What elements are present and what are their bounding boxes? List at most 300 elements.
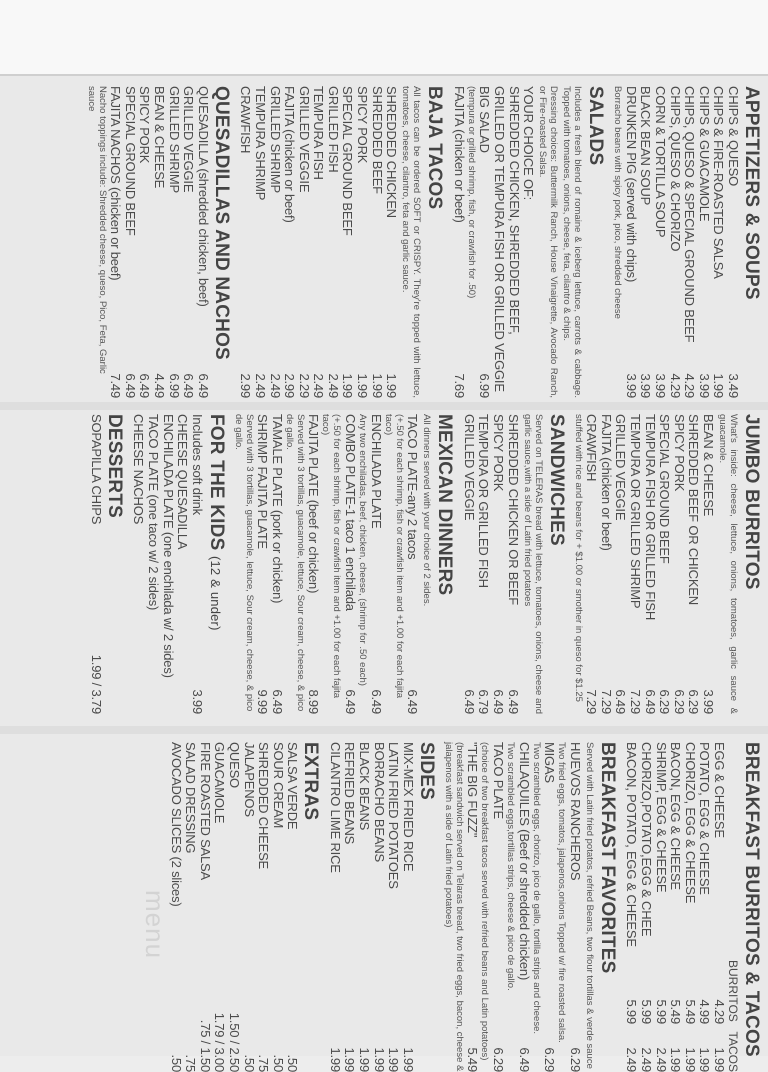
menu-item	[267, 86, 282, 398]
menu-item	[461, 414, 476, 714]
menu-item	[270, 742, 285, 1072]
item-price: 6.29	[686, 689, 702, 714]
menu-item	[325, 86, 340, 398]
menu-item	[342, 742, 357, 1072]
item-name: SHREDDED CHICKEN, SHREDDED BEEF,	[506, 86, 522, 335]
item-price	[506, 392, 521, 398]
menu-item	[700, 414, 715, 714]
item-note: Nacho toppings include: Shredded cheese, queso, Pico, Feta, Garlic sauce	[85, 86, 108, 374]
item-name: GRILLED SHRIMP	[166, 86, 182, 194]
item-name: CHORIZO,POTATO,EGG & CHEE	[639, 742, 655, 937]
menu-item	[175, 414, 190, 714]
item-name: CRAWFISH	[584, 414, 600, 482]
menu-item	[711, 742, 726, 1072]
section-title	[596, 742, 618, 1072]
menu-item	[491, 86, 506, 398]
taco-price: 2.49	[639, 1047, 655, 1072]
price-column-header: BURRITOS	[726, 960, 740, 1022]
menu-item	[477, 86, 492, 398]
burrito-price: 5.49	[682, 999, 698, 1024]
item-price: 1.99	[400, 1047, 416, 1072]
item-name: CHILAQUILES (Beef or shredded chicken)	[516, 742, 532, 981]
item-price: 7.29	[598, 689, 614, 714]
item-price: 3.99	[189, 689, 205, 714]
menu-item	[282, 86, 297, 398]
item-price: 6.99	[166, 373, 182, 398]
item-price: 6.49	[491, 689, 507, 714]
taco-price: 2.49	[653, 1047, 669, 1072]
item-name: YOUR CHOICE OF:	[521, 86, 537, 201]
item-name: CHEESE NACHOS	[131, 414, 147, 525]
price-column-header: TACOS	[726, 1031, 740, 1072]
item-name: BACON, POTATO, EGG & CHEESE	[624, 742, 640, 947]
item-name: SPECIAL GROUND BEEF	[122, 86, 138, 236]
item-name: SHREDDED CHICKEN OR BEEF	[505, 414, 521, 605]
item-name: POTATO, EGG & CHEESE	[697, 742, 713, 895]
menu-item	[465, 742, 480, 1072]
item-note: (+.50 for each shrimp, fish or crawfish item and +1.00 for each fajita taco)	[382, 414, 405, 699]
item-price: .75	[183, 1054, 199, 1072]
menu-section-baja-tacos	[238, 86, 446, 398]
section-title	[415, 742, 437, 1072]
item-name: FAJITA NACHOS (chicken or beef)	[108, 86, 124, 281]
menu-section-jumbo-burritos	[573, 414, 762, 714]
menu-item	[686, 414, 701, 714]
menu-section-for-the-kids	[131, 414, 227, 714]
item-price: 1.99	[371, 1047, 387, 1072]
menu-item	[212, 742, 227, 1072]
item-price	[682, 970, 697, 1072]
menu-item	[627, 414, 642, 714]
menu-item	[384, 86, 399, 398]
item-name: TEMPURA FISH OR GRILLED FISH	[642, 414, 658, 621]
section-title-text: FOR THE KIDS	[205, 414, 227, 551]
menu-item	[151, 86, 166, 398]
section-title	[584, 86, 606, 398]
taco-price: 1.99	[682, 1047, 698, 1072]
menu-section-breakfast-burritos-tacos	[624, 742, 762, 1072]
menu-section-sides	[327, 742, 437, 1072]
item-price: 3.99	[653, 373, 669, 398]
menu-item	[490, 414, 505, 714]
item-name: TACO PLATE	[491, 742, 507, 819]
item-price: 1.99	[369, 373, 385, 398]
menu-item	[166, 86, 181, 398]
menu-panel-middle	[82, 414, 762, 714]
item-price: 2.49	[267, 373, 283, 398]
menu-section-quesadillas-and-nachos	[86, 86, 232, 398]
item-name: BIG SALAD	[477, 86, 493, 153]
menu-item	[269, 414, 284, 714]
item-name: SHREDDED CHICKEN	[384, 86, 400, 218]
menu-item	[137, 86, 152, 398]
item-price	[697, 970, 712, 1072]
item-price	[624, 970, 639, 1072]
item-price: 3.99	[701, 689, 716, 714]
menu-item	[682, 742, 697, 1072]
item-name: SPICY PORK	[355, 86, 371, 164]
item-price: 7.29	[628, 689, 644, 714]
item-price: 1.50 / 2.50	[226, 1012, 242, 1072]
item-name: CHEESE QUESADILLA	[175, 414, 191, 550]
burrito-price: 4.99	[697, 999, 713, 1024]
menu-item	[657, 414, 672, 714]
item-name: AVOCADO SLICES (2 slices)	[168, 742, 184, 907]
item-price: 6.49	[405, 689, 421, 714]
item-price: 6.49	[613, 689, 629, 714]
section-title	[433, 414, 455, 714]
item-name: SHRIMP FAJITA PLATE	[255, 414, 271, 549]
item-name: SPICY PORK	[671, 414, 687, 492]
menu-item	[521, 86, 536, 398]
burrito-price: 5.99	[653, 999, 669, 1024]
section-title-text: BAJA TACOS	[424, 86, 446, 210]
menu-item	[327, 742, 342, 1072]
item-name: FAJITA PLATE (beef or chicken)	[306, 414, 322, 594]
item-price: 6.49	[368, 689, 384, 714]
item-price	[131, 708, 146, 714]
section-title-text: SIDES	[415, 742, 437, 801]
item-name: BLACK BEAN SOUP	[638, 86, 654, 206]
item-name: SHRIMP, EGG & CHEESE	[653, 742, 669, 893]
section-title-text: DESSERTS	[103, 414, 125, 519]
item-name: SHREDDED BEEF	[369, 86, 385, 194]
item-price: 1.99	[386, 1047, 402, 1072]
item-name: FAJITA (chicken or beef)	[598, 414, 614, 551]
item-note: (choice of two breakfast tacos served with refried beans and Latin potatoes)	[479, 742, 491, 1061]
burrito-price: 5.49	[668, 999, 684, 1024]
item-name: QUESO	[226, 742, 242, 788]
section-title-text: EXTRAS	[300, 742, 322, 821]
item-price: 2.99	[282, 373, 298, 398]
scan-margin	[0, 0, 768, 76]
section-title-text: SANDWICHES	[545, 414, 567, 546]
section-description: Served with Latin fried potatos, refried Beans, two flour tortillas & verde sauce	[583, 742, 595, 1069]
item-price	[491, 392, 506, 398]
burrito-price: 5.99	[639, 999, 655, 1024]
item-name: TACO PLATE (one taco w/ 2 sides)	[145, 414, 161, 611]
item-price: 7.69	[451, 373, 467, 398]
menu-item	[682, 86, 697, 398]
menu-section-mexican-dinners	[233, 414, 456, 714]
item-price: 1.79 / 3.00	[212, 1012, 228, 1072]
menu-section-appetizers-soups	[612, 86, 762, 398]
menu-item	[255, 414, 270, 714]
item-name: BEAN & CHEESE	[151, 86, 167, 189]
panel-fold	[0, 726, 768, 734]
item-name: CHIPS & GUACAMOLE	[696, 86, 712, 222]
item-note: Served with 3 tortillas, guacamole, lettuce, Sour cream, cheese, & pico de gallo.	[283, 414, 306, 712]
item-name: REFRIED BEANS	[342, 742, 358, 845]
item-name: SHREDDED BEEF OR CHICKEN	[686, 414, 702, 605]
menu-item	[624, 742, 639, 1072]
menu-item	[189, 414, 204, 714]
menu-item	[371, 742, 386, 1072]
item-name: BLACK BEANS	[357, 742, 373, 831]
item-price: 6.49	[461, 689, 477, 714]
section-title	[740, 414, 762, 714]
item-price	[653, 970, 668, 1072]
section-title-text: QUESADILLAS AND NACHOS	[210, 86, 232, 360]
menu-item	[241, 742, 256, 1072]
menu-item	[638, 86, 653, 398]
item-note: stuffed with rice and beans for + $1.00 or smother in queso for $1.25	[572, 414, 584, 702]
item-name: SALAD DRESSING	[183, 742, 199, 854]
item-name: CHORIZO, EGG & CHEESE	[682, 742, 698, 904]
item-price: 6.49	[269, 689, 285, 714]
item-price: 6.99	[477, 373, 493, 398]
item-price: 4.29	[667, 373, 683, 398]
item-name: FAJITA (chicken or beef)	[282, 86, 298, 223]
menu-item	[516, 742, 531, 1072]
item-price: 6.29	[542, 1047, 558, 1072]
item-name: GRILLED OR TEMPURA FISH OR GRILLED VEGGIE	[492, 86, 508, 392]
item-note: Two scrambled eggs,tortillas strips, cheese & pico de gallo.	[505, 742, 517, 991]
item-name: SOUR CREAM	[270, 742, 286, 829]
section-title-text: APPETIZERS & SOUPS	[741, 86, 762, 300]
item-price	[668, 970, 683, 1072]
item-price: 2.49	[252, 373, 268, 398]
item-name: BEAN & CHEESE	[701, 414, 716, 517]
section-title	[545, 414, 567, 714]
item-name: ENCHILADA PLATE (one enchilada w/ 2 sides)	[160, 414, 176, 678]
menu-item	[285, 742, 300, 1072]
item-name: TEMPURA SHRIMP	[252, 86, 268, 201]
item-price: 3.99	[696, 373, 712, 398]
item-name: SOPAPILLA CHIPS	[88, 414, 104, 525]
section-title	[204, 414, 227, 714]
section-title-text: BREAKFAST FAVORITES	[596, 742, 618, 974]
section-title	[103, 414, 125, 714]
item-note: Served with 3 tortillas, guacamole, lettuce, Sour cream, cheese, & pico de gallo.	[232, 414, 255, 712]
item-price: 6.49	[181, 373, 197, 398]
menu-item	[505, 414, 520, 714]
menu-item	[653, 742, 668, 1072]
menu-item	[386, 742, 401, 1072]
item-price: 3.99	[623, 373, 639, 398]
item-price: 4.29	[682, 373, 698, 398]
item-note: (tempura or grilled shrimp, fish, or crawfish for .50)	[465, 86, 477, 299]
item-name: SPECIAL GROUND BEEF	[657, 414, 673, 564]
item-name: BACON, EGG & CHEESE	[668, 742, 684, 890]
item-price: .50	[285, 1054, 301, 1072]
menu-item	[638, 742, 653, 1072]
item-name: BORRACHO BEANS	[371, 742, 387, 863]
item-name: TAMALE PLATE (pork or chicken)	[269, 414, 285, 604]
item-price: .50	[168, 1054, 184, 1072]
section-title	[210, 86, 232, 398]
item-name: JALAPENOS	[241, 742, 257, 817]
item-name: GRILLED VEGGIE	[181, 86, 197, 193]
menu-item	[697, 742, 712, 1072]
section-title-text: JUMBO BURRITOS	[741, 414, 762, 590]
section-description: Served on TELERAS bread with lettuce, tomatoes, onions, cheese and garlic sauce,with a side of Latin fried potatoes	[521, 414, 544, 714]
menu-item	[368, 414, 383, 714]
item-price: 2.99	[238, 373, 254, 398]
item-name: CILANTRO LIME RICE	[327, 742, 343, 873]
item-name: FIRE ROASTED SALSA	[197, 742, 213, 880]
item-name: MIX-MEX FRIED RICE	[400, 742, 416, 872]
taco-price: 2.49	[624, 1047, 640, 1072]
item-price: 6.29	[657, 689, 673, 714]
item-name: GRILLED VEGGIE	[613, 414, 629, 521]
item-price: 6.49	[505, 689, 521, 714]
item-price: 1.99	[711, 373, 727, 398]
price-column-headers	[726, 742, 740, 1072]
section-description: What's inside: cheese, lettuce, onions, tomatoes, garlic sauce & guacamole.	[717, 414, 739, 714]
item-price: 1.99	[342, 1047, 358, 1072]
menu-item	[490, 742, 505, 1072]
item-price: 6.49	[122, 373, 138, 398]
item-price: 5.49	[465, 1047, 481, 1072]
item-name: "THE BIG FUZZ"	[465, 742, 481, 838]
item-price	[521, 392, 536, 398]
item-price: .50	[241, 1054, 257, 1072]
section-description: Dressing choices: Buttermilk Ranch, House Vinaigrette, Avocado Ranch, or Fire-roasted Salsa.	[537, 86, 560, 398]
menu-item	[598, 414, 613, 714]
item-name: GRILLED VEGGIE	[461, 414, 477, 521]
menu-item	[183, 742, 198, 1072]
burrito-price: 4.29	[712, 999, 727, 1024]
item-name: DRUNKEN PIG (served with chips)	[623, 86, 639, 283]
menu-item	[131, 414, 146, 714]
taco-price: 1.99	[712, 1047, 727, 1072]
item-price	[638, 970, 653, 1072]
menu-item	[256, 742, 271, 1072]
item-note: Two fried eggs, tomatos, jalapenos,onions Topped w/ fire roasted salsa.	[556, 742, 568, 1043]
item-name: SPICY PORK	[137, 86, 153, 164]
item-name: CHIPS, QUESO & SPECIAL GROUND BEEF	[682, 86, 698, 343]
menu-item	[567, 742, 582, 1072]
item-price	[175, 708, 190, 714]
menu-item	[400, 742, 415, 1072]
item-name: GRILLED VEGGIE	[296, 86, 312, 193]
menu-section-extras	[168, 742, 321, 1072]
menu-panel-left	[80, 86, 762, 398]
menu-item	[405, 414, 420, 714]
item-price: 1.99	[327, 1047, 343, 1072]
menu-item	[122, 86, 137, 398]
item-name: GUACAMOLE	[212, 742, 228, 824]
item-note: Any two enchiladas, beef, chicken, cheese, (shrimp for .50 each)	[357, 414, 369, 686]
item-name: CRAWFISH	[238, 86, 254, 154]
menu-item	[108, 86, 123, 398]
section-title-text: BREAKFAST BURRITOS & TACOS	[741, 742, 762, 1057]
menu-item	[340, 86, 355, 398]
section-title	[423, 86, 445, 398]
item-note: Borracho beans with spicy pork, pico, shredded cheese	[612, 86, 624, 319]
item-price	[160, 708, 175, 714]
watermark: menu	[140, 890, 170, 960]
item-name: ENCHILADA PLATE	[368, 414, 384, 529]
item-price: 4.49	[151, 373, 167, 398]
section-title	[299, 742, 321, 1072]
item-name: CHIPS, QUESO & CHORIZO	[667, 86, 683, 252]
item-price: 7.29	[584, 689, 600, 714]
menu-item	[584, 414, 599, 714]
item-price: 6.49	[343, 689, 359, 714]
item-name: TEMPURA FISH	[311, 86, 327, 180]
menu-item	[542, 742, 557, 1072]
menu-item	[671, 414, 686, 714]
item-price: 8.99	[306, 689, 322, 714]
menu-section-desserts	[88, 414, 125, 714]
item-name: SPECIAL GROUND BEEF	[340, 86, 356, 236]
menu-item	[168, 742, 183, 1072]
item-name: SHREDDED CHEESE	[256, 742, 272, 870]
menu-item	[696, 86, 711, 398]
burrito-price: 5.99	[624, 999, 640, 1024]
item-name: FAJITA (chicken or beef)	[451, 86, 467, 223]
item-note: (+.50 for each shrimp, fish or crawfish item and +1.00 for each fajita taco)	[320, 414, 343, 699]
item-price: .75 / 1.50	[197, 1019, 213, 1072]
item-name: SPICY PORK	[491, 414, 507, 492]
item-price: 1.99	[340, 373, 356, 398]
item-name: HUEVOS RANCHEROS	[567, 742, 583, 881]
item-price: .75	[256, 1054, 272, 1072]
menu-item	[252, 86, 267, 398]
menu-item	[226, 742, 241, 1072]
item-price: 2.49	[325, 373, 341, 398]
item-price: 1.99	[357, 1047, 373, 1072]
item-name: TEMPURA OR GRILLED SHRIMP	[628, 414, 644, 609]
menu-section-sandwiches	[461, 414, 566, 714]
menu-item	[668, 742, 683, 1072]
menu-item	[181, 86, 196, 398]
menu-item	[145, 414, 160, 714]
section-description: All tacos can be ordered SOFT or CRISPY. They're topped with lettuce, tomatoes, cheese, cilantro, feta and garlic sauce.	[400, 86, 423, 398]
menu-item	[506, 86, 521, 398]
taco-price: 1.99	[668, 1047, 684, 1072]
menu-item	[642, 414, 657, 714]
menu-item	[613, 414, 628, 714]
menu-item	[725, 86, 740, 398]
item-price: 6.49	[137, 373, 153, 398]
item-name: MIGAS	[542, 742, 558, 783]
menu-item	[311, 86, 326, 398]
item-name: TEMPURA OR GRILLED FISH	[476, 414, 492, 588]
menu-section-salads	[451, 86, 606, 398]
section-subtitle: (12 & under)	[207, 555, 223, 631]
item-price: 1.99 / 3.79	[88, 654, 104, 714]
item-price: 2.49	[311, 373, 327, 398]
menu-item	[476, 414, 491, 714]
item-name: TACO PLATE-any 2 tacos	[405, 414, 421, 560]
menu-panel-right	[162, 742, 762, 1072]
menu-item	[667, 86, 682, 398]
taco-price: 1.99	[697, 1047, 713, 1072]
item-name: QUESADILLA (shredded chicken, beef)	[195, 86, 211, 307]
menu-item	[306, 414, 321, 714]
menu-item	[357, 742, 372, 1072]
item-price	[711, 970, 726, 1072]
item-price	[145, 708, 160, 714]
item-price: 6.49	[642, 689, 658, 714]
item-note: (breakfast sandwich served on Telaras bread, two fried eggs, bacon, cheese & jalapenos with a side of Latin fried potatoes)	[442, 742, 465, 1072]
item-name: GRILLED SHRIMP	[267, 86, 283, 194]
item-price: 1.99	[384, 373, 400, 398]
menu-item	[238, 86, 253, 398]
item-price: 6.49	[195, 373, 211, 398]
menu-section-breakfast-favorites	[443, 742, 618, 1072]
panel-fold	[0, 402, 768, 410]
menu-item	[197, 742, 212, 1072]
section-title-text: SALADS	[585, 86, 607, 166]
menu-item	[369, 86, 384, 398]
item-name: LATIN FRIED POTATOES	[386, 742, 402, 889]
menu-item	[296, 86, 311, 398]
item-price: 3.49	[726, 373, 741, 398]
